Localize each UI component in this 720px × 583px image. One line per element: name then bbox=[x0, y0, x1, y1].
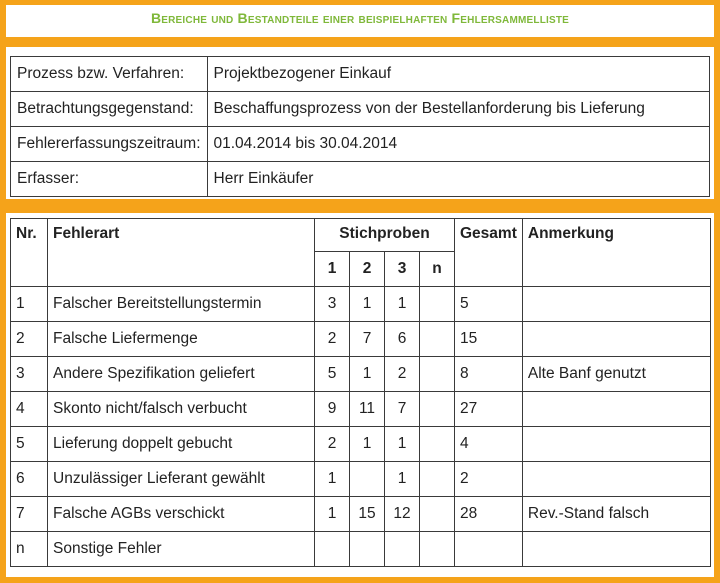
table-row bbox=[11, 287, 711, 322]
row-fehlerart: Falsche AGBs verschickt bbox=[48, 497, 315, 532]
row-gesamt: 8 bbox=[455, 357, 523, 392]
table-row bbox=[11, 462, 711, 497]
row-sample-1: 1 bbox=[315, 462, 350, 497]
divider-band-middle bbox=[6, 199, 714, 213]
row-fehlerart: Lieferung doppelt gebucht bbox=[48, 427, 315, 462]
info-row bbox=[11, 162, 710, 197]
header-fehlerart: Fehlerart bbox=[48, 219, 315, 287]
error-rows bbox=[11, 287, 711, 567]
info-value: Beschaffungsprozess von der Bestellanforderung bis Lieferung bbox=[207, 92, 710, 127]
row-anmerkung bbox=[522, 532, 710, 567]
table-row bbox=[11, 322, 711, 357]
page-title: Bereiche und Bestandteile einer beispielhaften Fehlersammelliste bbox=[150, 10, 570, 26]
row-nr: 5 bbox=[11, 427, 48, 462]
row-nr: 1 bbox=[11, 287, 48, 322]
row-sample-2: 11 bbox=[350, 392, 385, 427]
table-row bbox=[11, 497, 711, 532]
row-sample-3: 7 bbox=[385, 392, 420, 427]
row-sample-1: 5 bbox=[315, 357, 350, 392]
row-fehlerart: Falscher Bereitstellungstermin bbox=[48, 287, 315, 322]
row-nr: 7 bbox=[11, 497, 48, 532]
row-fehlerart: Andere Spezifikation geliefert bbox=[48, 357, 315, 392]
row-sample-2 bbox=[350, 532, 385, 567]
header-nr: Nr. bbox=[11, 219, 48, 287]
row-sample-3 bbox=[385, 532, 420, 567]
header-sample-1: 1 bbox=[315, 252, 350, 287]
row-sample-2 bbox=[350, 462, 385, 497]
row-sample-3: 2 bbox=[385, 357, 420, 392]
row-sample-3: 1 bbox=[385, 287, 420, 322]
row-sample-3: 12 bbox=[385, 497, 420, 532]
header-anmerkung: Anmerkung bbox=[522, 219, 710, 287]
row-sample-2: 1 bbox=[350, 287, 385, 322]
info-row bbox=[11, 127, 710, 162]
info-value: Herr Einkäufer bbox=[207, 162, 710, 197]
row-sample-2: 15 bbox=[350, 497, 385, 532]
info-row bbox=[11, 57, 710, 92]
info-key: Erfasser: bbox=[11, 162, 208, 197]
error-table bbox=[10, 218, 711, 567]
row-nr: n bbox=[11, 532, 48, 567]
row-anmerkung: Rev.-Stand falsch bbox=[522, 497, 710, 532]
table-row bbox=[11, 532, 711, 567]
row-nr: 2 bbox=[11, 322, 48, 357]
info-key: Betrachtungsgegenstand: bbox=[11, 92, 208, 127]
row-gesamt: 5 bbox=[455, 287, 523, 322]
row-sample-1: 2 bbox=[315, 322, 350, 357]
row-sample-4 bbox=[420, 532, 455, 567]
row-sample-2: 1 bbox=[350, 427, 385, 462]
row-sample-4 bbox=[420, 462, 455, 497]
info-row bbox=[11, 92, 710, 127]
row-sample-3: 1 bbox=[385, 427, 420, 462]
row-anmerkung bbox=[522, 392, 710, 427]
info-key: Fehlererfassungszeitraum: bbox=[11, 127, 208, 162]
row-sample-1: 9 bbox=[315, 392, 350, 427]
row-gesamt: 4 bbox=[455, 427, 523, 462]
row-nr: 6 bbox=[11, 462, 48, 497]
header-sample-n: n bbox=[420, 252, 455, 287]
row-fehlerart: Falsche Liefermenge bbox=[48, 322, 315, 357]
row-fehlerart: Sonstige Fehler bbox=[48, 532, 315, 567]
row-sample-3: 1 bbox=[385, 462, 420, 497]
table-row bbox=[11, 357, 711, 392]
row-sample-3: 6 bbox=[385, 322, 420, 357]
row-anmerkung bbox=[522, 462, 710, 497]
row-fehlerart: Skonto nicht/falsch verbucht bbox=[48, 392, 315, 427]
table-row bbox=[11, 427, 711, 462]
row-sample-1 bbox=[315, 532, 350, 567]
row-sample-4 bbox=[420, 287, 455, 322]
row-sample-4 bbox=[420, 427, 455, 462]
row-anmerkung bbox=[522, 322, 710, 357]
row-gesamt: 27 bbox=[455, 392, 523, 427]
header-sample-2: 2 bbox=[350, 252, 385, 287]
header-row bbox=[11, 219, 711, 252]
row-sample-1: 2 bbox=[315, 427, 350, 462]
header-gesamt: Gesamt bbox=[455, 219, 523, 287]
table-row bbox=[11, 392, 711, 427]
row-fehlerart: Unzulässiger Lieferant gewählt bbox=[48, 462, 315, 497]
info-value: 01.04.2014 bis 30.04.2014 bbox=[207, 127, 710, 162]
row-sample-4 bbox=[420, 497, 455, 532]
divider-band-top bbox=[6, 37, 714, 47]
row-anmerkung bbox=[522, 427, 710, 462]
header-sample-3: 3 bbox=[385, 252, 420, 287]
row-sample-1: 1 bbox=[315, 497, 350, 532]
header-stichproben: Stichproben bbox=[315, 219, 455, 252]
row-gesamt: 28 bbox=[455, 497, 523, 532]
row-gesamt bbox=[455, 532, 523, 567]
row-nr: 4 bbox=[11, 392, 48, 427]
row-nr: 3 bbox=[11, 357, 48, 392]
row-sample-1: 3 bbox=[315, 287, 350, 322]
row-sample-2: 1 bbox=[350, 357, 385, 392]
row-sample-4 bbox=[420, 322, 455, 357]
row-anmerkung bbox=[522, 287, 710, 322]
row-sample-2: 7 bbox=[350, 322, 385, 357]
row-sample-4 bbox=[420, 357, 455, 392]
row-gesamt: 15 bbox=[455, 322, 523, 357]
info-table bbox=[10, 56, 710, 197]
row-sample-4 bbox=[420, 392, 455, 427]
info-key: Prozess bzw. Verfahren: bbox=[11, 57, 208, 92]
info-value: Projektbezogener Einkauf bbox=[207, 57, 710, 92]
row-anmerkung: Alte Banf genutzt bbox=[522, 357, 710, 392]
row-gesamt: 2 bbox=[455, 462, 523, 497]
